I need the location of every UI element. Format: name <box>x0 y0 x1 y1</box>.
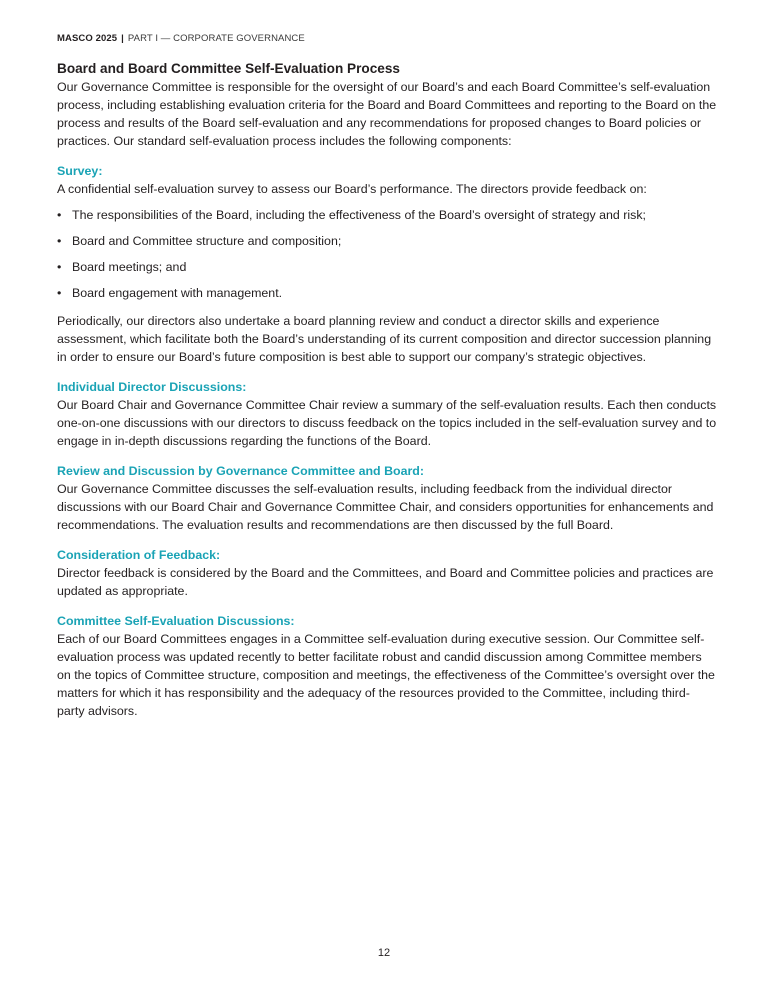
survey-heading: Survey: <box>57 164 103 178</box>
individual-section <box>57 378 717 450</box>
committee-section <box>57 612 717 720</box>
page-title: Board and Board Committee Self-Evaluation Process <box>57 61 400 76</box>
bullet-icon: • <box>57 286 62 300</box>
individual-heading: Individual Director Discussions: <box>57 380 247 394</box>
survey-section <box>57 162 717 366</box>
running-header <box>57 33 305 44</box>
bullet-text: The responsibilities of the Board, including the effectiveness of the Board’s oversight of strategy and risk; <box>72 208 646 222</box>
bullet-icon: • <box>57 260 62 274</box>
header-section: PART I — CORPORATE GOVERNANCE <box>127 33 305 44</box>
consideration-heading: Consideration of Feedback: <box>57 548 221 562</box>
bullet-text: Board meetings; and <box>72 260 187 274</box>
bullet-item <box>57 232 717 250</box>
header-brand: MASCO 2025 <box>57 33 118 44</box>
survey-followup: Periodically, our directors also undertake a board planning review and conduct a director skills and experience assessment, which facilitate both the Board’s understanding of its current composition and director succession planning in order to ensure our Board’s future composition is best able to support our company’s strategic objectives. <box>57 314 712 364</box>
committee-heading: Committee Self-Evaluation Discussions: <box>57 614 295 628</box>
bullet-item <box>57 258 717 276</box>
committee-text: Each of our Board Committees engages in a Committee self-evaluation during executive session. Our Committee self-evaluation process was updated recently to better facilitate robust and candid discussion among Committee members on the topics of Committee structure, composition and meetings, the effectiveness of the Committee’s oversight over the matters for which it has responsibility and the adequacy of the resources provided to the Committee, including third-party advisors. <box>57 632 715 718</box>
individual-text: Our Board Chair and Governance Committee Chair review a summary of the self-evaluation results. Each then conducts one-on-one discussions with our directors to discuss feedback on the topics included in the self-evaluation survey and to engage in in-depth discussions regarding the functions of the Board. <box>57 398 717 448</box>
survey-text: A confidential self-evaluation survey to assess our Board’s performance. The directors provide feedback on: <box>57 182 647 196</box>
review-section <box>57 462 717 534</box>
consideration-section <box>57 546 717 600</box>
bullet-text: Board engagement with management. <box>72 286 283 300</box>
review-heading: Review and Discussion by Governance Committee and Board: <box>57 464 424 478</box>
header-separator: | <box>121 33 124 44</box>
bullet-item <box>57 206 717 224</box>
document-body <box>57 60 717 732</box>
bullet-text: Board and Committee structure and composition; <box>72 234 342 248</box>
consideration-text: Director feedback is considered by the Board and the Committees, and Board and Committee policies and practices are updated as appropriate. <box>57 566 714 598</box>
bullet-icon: • <box>57 208 62 222</box>
survey-bullet-list <box>57 206 717 302</box>
bullet-item <box>57 284 717 302</box>
review-text: Our Governance Committee discusses the self-evaluation results, including feedback from the individual director discussions with our Board Chair and Governance Committee Chair, and considers opportunities for enhancements and recommendations. The evaluation results and recommendations are then discussed by the full Board. <box>57 482 714 532</box>
bullet-icon: • <box>57 234 62 248</box>
page-number: 12 <box>377 947 391 959</box>
intro-paragraph: Our Governance Committee is responsible for the oversight of our Board’s and each Board Committee’s self-evaluation process, including establishing evaluation criteria for the Board and Board Committees and reporting to the Board on the process and results of the Board self-evaluation and any recommendations for proposed changes to Board policies or practices. Our standard self-evaluation process includes the following components: <box>57 80 717 148</box>
